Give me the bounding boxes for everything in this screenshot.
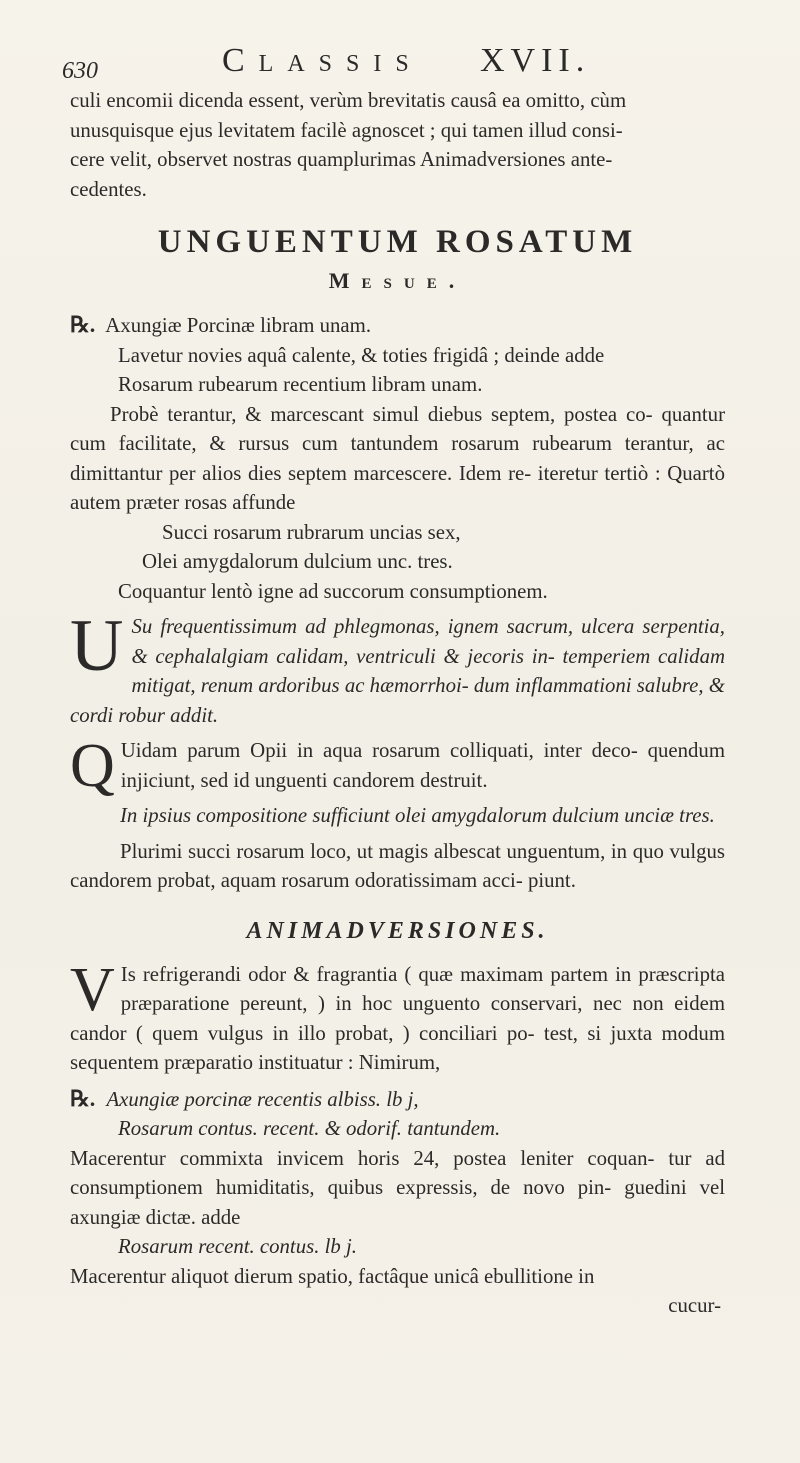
intro-paragraph <box>70 86 725 204</box>
section-heading: ANIMADVERSIONES. <box>246 917 549 944</box>
ingredient-line: Axungiæ porcinæ recentis albiss. lb j, <box>106 1087 419 1111</box>
drop-cap: V <box>70 955 115 1024</box>
animadversiones-paragraph <box>70 955 725 1078</box>
quidam-paragraph <box>70 732 725 800</box>
ingredient-line: Rosarum rubearum recentium libram unam. <box>118 373 483 396</box>
page-content <box>62 40 725 1321</box>
recipe-symbol: ℞. <box>70 1085 96 1111</box>
intro-line: unusquisque ejus levitatem facilè agnoscet ; qui tamen illud consi- <box>70 118 623 142</box>
ingredient-line: Olei amygdalorum dulcium unc. tres. <box>142 550 453 573</box>
recipe-line <box>70 1084 725 1115</box>
page-number: 630 <box>62 58 98 84</box>
method-paragraph: Macerentur commixta invicem horis 24, postea leniter coquan- tur ad consumptionem humiditatis, quibus expressis, de novo pin- guedini vel axungiæ dictæ. adde <box>70 1146 725 1229</box>
running-head <box>62 40 725 86</box>
usus-paragraph <box>70 605 725 730</box>
recipe-symbol: ℞. <box>70 312 96 337</box>
recipe-block <box>70 310 725 606</box>
class-title: Classis <box>222 42 423 79</box>
ingredient-line: Axungiæ Porcinæ libram unam. <box>105 314 372 337</box>
ingredient-line: Rosarum recent. contus. lb j. <box>118 1235 357 1258</box>
recipe-author: Mesue. <box>328 268 467 293</box>
quidam-text: Uidam parum Opii in aqua rosarum colliquati, inter deco- quendum injiciunt, sed id unguenti candorem destruit. <box>120 739 725 792</box>
intro-line: cedentes. <box>70 177 147 201</box>
method-line: Macerentur aliquot dierum spatio, factâque unicâ ebullitione in <box>70 1264 595 1288</box>
drop-cap: Q <box>70 732 115 800</box>
instruction-line: Lavetur novies aquâ calente, & toties frigidâ ; deinde adde <box>118 343 605 367</box>
intro-line: culi encomii dicenda essent, verùm brevitatis causâ ea omitto, cùm <box>70 89 627 112</box>
method-paragraph: Probè terantur, & marcescant simul diebus septem, postea co- quantur cum facilitate, & rursus cum tantundem rosarum rubearum terantur, ac dimittantur per alios dies septem marcescere. Idem re- iteretur tertiò : Quartò autem præter rosas affunde <box>70 402 725 514</box>
intro-line: cere velit, observet nostras quamplurimas Animadversiones ante- <box>70 148 613 171</box>
recipe-line <box>70 310 725 341</box>
class-number: XVII. <box>480 42 591 79</box>
plurimi-paragraph: Plurimi succi rosarum loco, ut magis albescat unguentum, in quo vulgus candorem probat, aquam rosarum odoratissimam acci- piunt. <box>70 839 725 892</box>
drop-cap: U <box>70 605 124 687</box>
catchword: cucur- <box>668 1294 721 1317</box>
ingredient-line: Succi rosarum rubrarum uncias sex, <box>162 520 461 544</box>
instruction-line: Coquantur lentò igne ad succorum consumptionem. <box>118 579 548 603</box>
recipe-title: UNGUENTUM ROSATUM <box>157 224 638 260</box>
usus-text: Su frequentissimum ad phlegmonas, ignem sacrum, ulcera serpentia, & cephalalgiam calidam, ventriculi & jecoris in- temperiem calidam mitigat, renum ardoribus ac hæmorrhoi- dum inflammationi salubre, & cordi robur addit. <box>70 615 725 727</box>
ingredient-line: Rosarum contus. recent. & odorif. tantundem. <box>118 1117 501 1140</box>
animadversiones-text: Is refrigerandi odor & fragrantia ( quæ maximam partem in præscripta præparatione pereunt, ) in hoc unguento conservari, nec non eidem candor ( quem vulgus in illo probat, ) conciliari po- test, si juxta modum sequentem præparatio instituatur : Nimirum, <box>70 962 725 1074</box>
composition-note: In ipsius compositione sufficiunt olei amygdalorum dulcium unciæ tres. <box>120 804 715 827</box>
